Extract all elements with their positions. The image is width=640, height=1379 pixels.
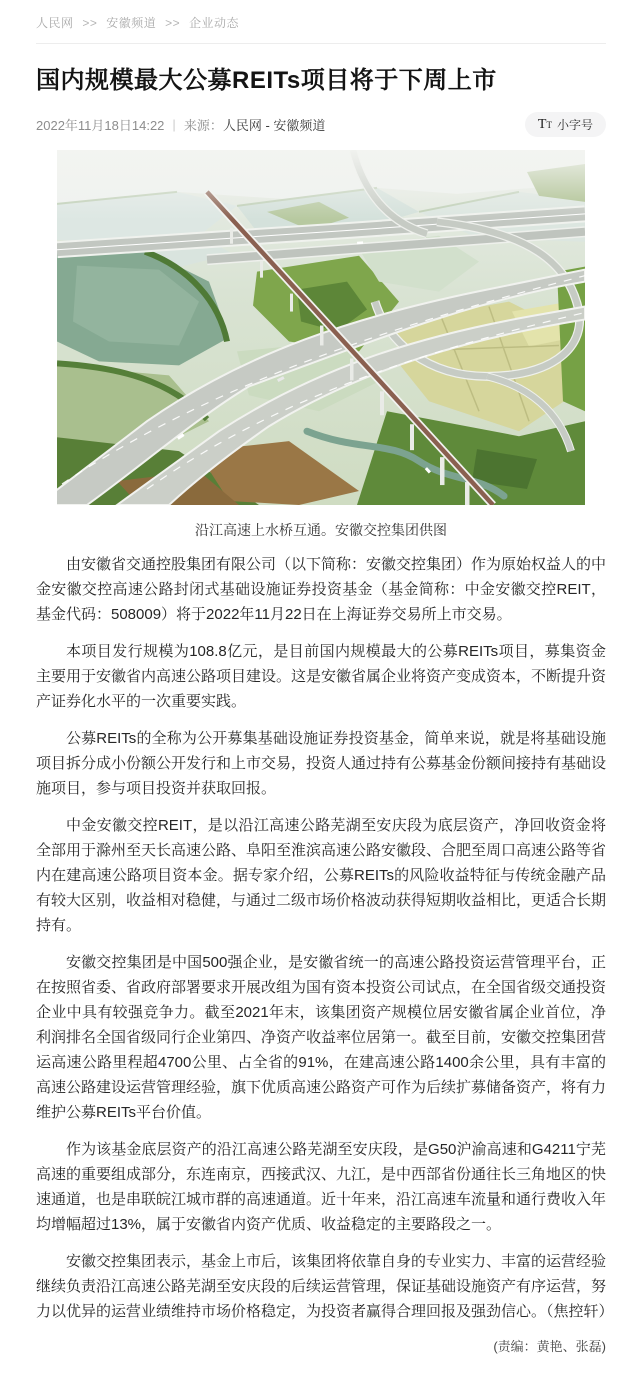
paragraph-2: 本项目发行规模为108.8亿元，是目前国内规模最大的公募REITs项目，募集资金主要用于安徽省内高速公路项目建设。这是安徽省属企业将资产变成资本，不断提升资产证券化水平的一次重要实践。 <box>36 643 607 711</box>
publish-date: 2022年11月18日14:22 <box>36 118 165 134</box>
editor-note: (责编：黄艳、张磊) <box>493 1339 606 1355</box>
breadcrumb-link-enterprise-news[interactable]: 企业动态 <box>188 16 239 30</box>
meta-separator: | <box>172 117 176 133</box>
article-body <box>36 552 614 1324</box>
paragraph-5: 安徽交控集团是中国500强企业，是安徽省统一的高速公路投资运营管理平台，正在按照省委、省政府部署要求开展改组为国有资本投资公司试点，在全国省级交通投资企业中具有较强竞争力。截至2021年末，该集团资产规模位居安徽省属企业首位，净利润排名全国省级同行企业第四、净资产收益率位居第一。截至目前，安徽交控集团营运高速公路里程超4700公里、占全省的91%，在建高速公路1400余公里，具有丰富的高速公路建设运营管理经验，旗下优质高速公路资产可作为后续扩募储备资产，将有力维护公募REITs平台价值。 <box>36 954 607 1122</box>
breadcrumb-link-peoples-daily[interactable]: 人民网 <box>36 16 74 30</box>
paragraph-3: 公募REITs的全称为公开募集基础设施证券投资基金，简单来说，就是将基础设施项目拆分成小份额公开发行和上市交易，投资人通过持有公募基金份额间接持有基础设施项目，参与项目投资并获取回报。 <box>36 730 607 798</box>
source-link[interactable]: 人民网 - 安徽频道 <box>222 118 326 134</box>
header-divider <box>36 43 606 44</box>
paragraph-1: 由安徽省交通控股集团有限公司（以下简称：安徽交控集团）作为原始权益人的中金安徽交控高速公路封闭式基础设施证券投资基金（基金简称：中金安徽交控REIT，基金代码：508009）将于2022年11月22日在上海证券交易所上市交易。 <box>36 556 607 624</box>
page-title: 国内规模最大公募REITs项目将于下周上市 <box>36 67 497 94</box>
meta-row <box>36 112 606 137</box>
paragraph-7: 安徽交控集团表示，基金上市后，该集团将依靠自身的专业实力、丰富的运营经验继续负责沿江高速公路芜湖至安庆段的后续运营管理，保证基础设施资产有序运营，努力以优异的运营业绩维持市场价格稳定，为投资者赢得合理回报及强劲信心。（焦控轩） <box>36 1253 614 1321</box>
paragraph-4: 中金安徽交控REIT，是以沿江高速公路芜湖至安庆段为底层资产，净回收资金将全部用于滁州至天长高速公路、阜阳至淮滨高速公路安徽段、合肥至周口高速公路等省内在建高速公路项目资本金。据专家介绍，公募REITs的风险收益特征与传统金融产品有较大区别，收益相对稳健，与通过二级市场价格波动获得短期收益相比，更适合长期持有。 <box>36 817 607 935</box>
breadcrumb-separator: >> <box>82 16 98 30</box>
highway-interchange-photo-illustration <box>57 150 585 505</box>
meta-info <box>36 115 325 134</box>
breadcrumb-link-anhui-channel[interactable]: 安徽频道 <box>106 16 157 30</box>
photo-caption: 沿江高速上水桥互通。安徽交控集团供图 <box>195 522 447 539</box>
article-figure <box>36 150 606 540</box>
font-size-button-label: 小字号 <box>556 118 593 133</box>
font-size-icon: TT <box>537 116 552 132</box>
paragraph-6: 作为该基金底层资产的沿江高速公路芜湖至安庆段，是G50沪渝高速和G4211宁芜高速的重要组成部分，东连南京，西接武汉、九江，是中西部省份通往长三角地区的快速通道，也是串联皖江城市群的高速通道。近十年来，沿江高速车流量和通行费收入年均增幅超过13%，属于安徽省内资产优质、收益稳定的主要路段之一。 <box>36 1141 607 1234</box>
source-label: 来源： <box>183 118 223 134</box>
breadcrumb-separator: >> <box>165 16 181 30</box>
breadcrumb <box>36 14 606 31</box>
article-photo <box>57 150 585 505</box>
font-size-button[interactable] <box>525 112 606 137</box>
